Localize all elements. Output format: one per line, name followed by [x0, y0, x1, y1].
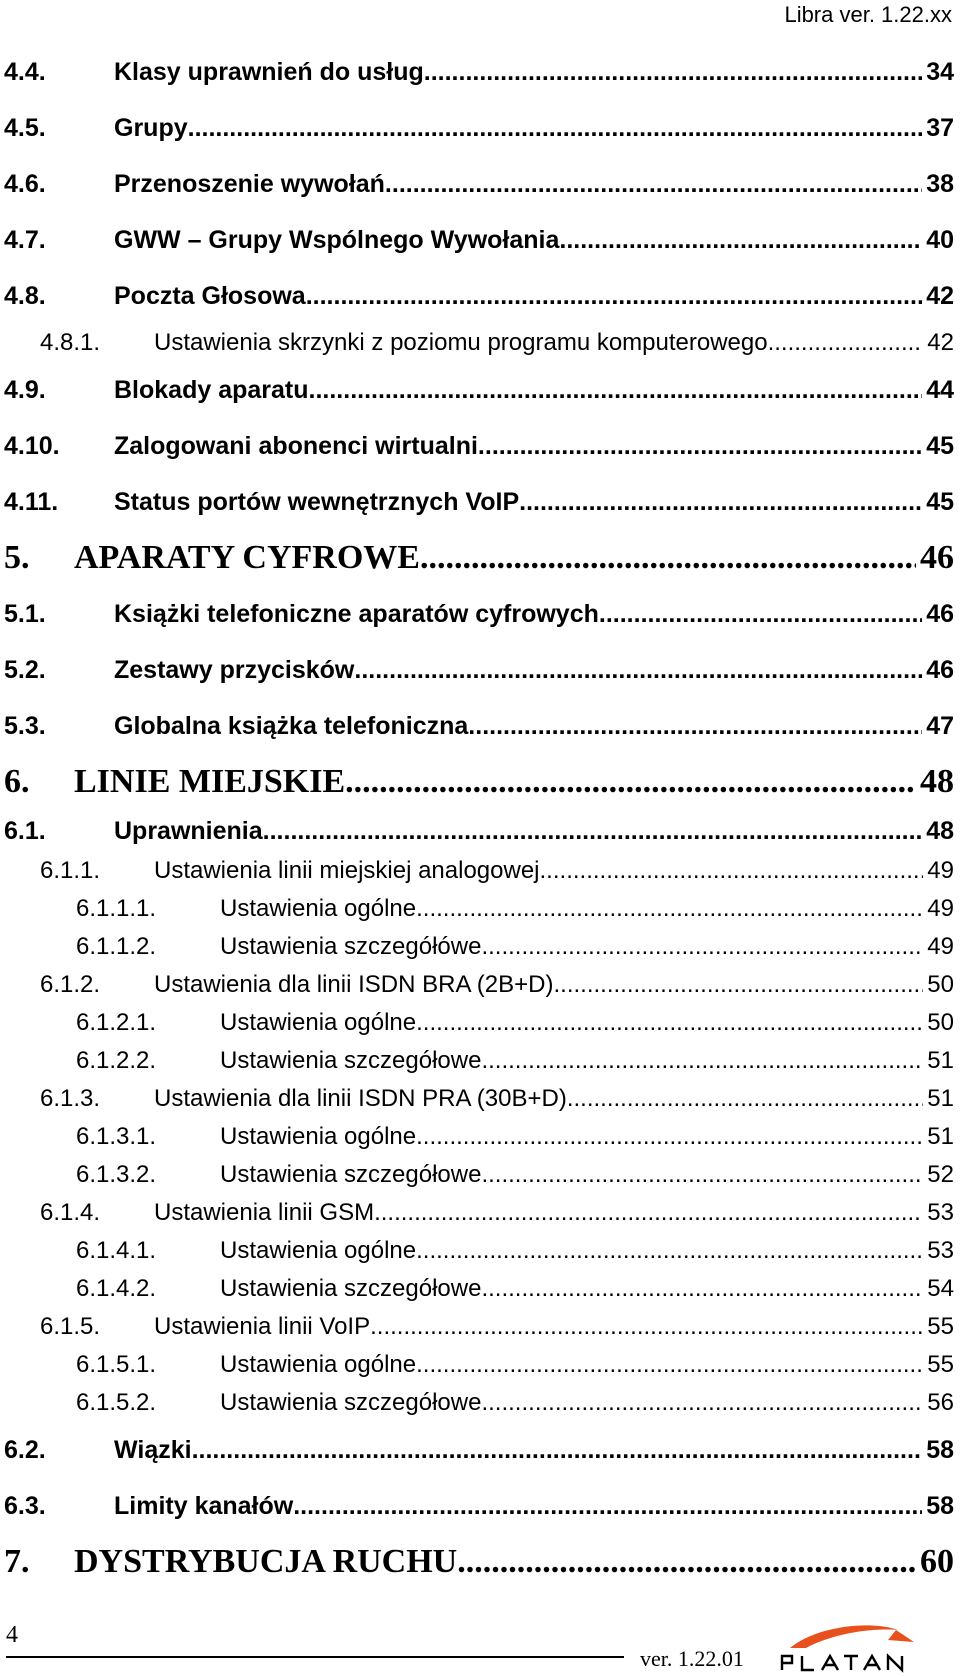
toc-entry-title: Ustawienia ogólne	[220, 1237, 417, 1264]
toc-entry-title: Uprawnienia	[114, 817, 263, 845]
toc-leader-dots	[481, 1270, 923, 1308]
toc-entry-title: Ustawienia szczegółówe	[220, 933, 482, 960]
toc-entry-title: Ustawienia linii GSM	[154, 1199, 375, 1226]
toc-entry-number: 6.1.5.2.	[76, 1389, 157, 1416]
toc-entry-page: 60	[920, 1543, 954, 1580]
toc-leader-dots	[416, 1004, 923, 1042]
toc-entry-page: 46	[926, 600, 954, 628]
toc-entry-page: 50	[927, 1009, 954, 1036]
toc-entry[interactable]	[4, 698, 954, 754]
toc-entry-page: 55	[927, 1351, 954, 1378]
toc-entry-number: 5.2.	[4, 656, 46, 684]
toc-entry-number: 6.2.	[4, 1436, 46, 1464]
header-version: Libra ver. 1.22.xx	[784, 2, 952, 27]
toc-entry-title: Limity kanałów	[114, 1492, 294, 1520]
toc-leader-dots	[424, 44, 922, 100]
toc-entry-number: 6.1.1.	[40, 857, 101, 884]
toc-entry-number: 5.	[4, 539, 30, 576]
toc-entry[interactable]	[4, 100, 954, 156]
toc-leader-dots	[768, 324, 924, 362]
toc-entry-number: 6.1.2.1.	[76, 1009, 157, 1036]
toc-entry[interactable]	[4, 1194, 954, 1232]
toc-entry[interactable]	[4, 474, 954, 530]
toc-entry-page: 38	[926, 170, 954, 198]
toc-entry[interactable]	[4, 810, 954, 852]
toc-leader-dots	[519, 474, 922, 530]
toc-leader-dots	[306, 268, 922, 324]
toc-leader-dots	[559, 212, 922, 268]
toc-entry-page: 56	[927, 1389, 954, 1416]
toc-leader-dots	[481, 928, 923, 966]
toc-leader-dots	[263, 810, 923, 852]
toc-entry-number: 7.	[4, 1543, 30, 1580]
toc-leader-dots	[457, 1534, 916, 1590]
toc-entry-number: 6.1.5.1.	[76, 1351, 157, 1378]
footer-version: ver. 1.22.01	[640, 1646, 744, 1671]
toc-entry[interactable]	[4, 1004, 954, 1042]
toc-entry-number: 6.1.4.	[40, 1199, 101, 1226]
toc-entry[interactable]	[4, 418, 954, 474]
toc-leader-dots	[468, 698, 922, 754]
toc-entry[interactable]	[4, 530, 954, 586]
table-of-contents	[4, 44, 954, 1590]
toc-entry-title: Status portów wewnętrznych VoIP	[114, 488, 520, 516]
toc-entry-number: 6.1.2.	[40, 971, 101, 998]
logo-wordmark	[782, 1656, 902, 1670]
toc-entry-title: Ustawienia ogólne	[220, 1351, 417, 1378]
toc-entry-page: 58	[926, 1492, 954, 1520]
toc-entry-title: LINIE MIEJSKIE	[74, 763, 346, 800]
toc-leader-dots	[385, 156, 922, 212]
logo-swoosh-icon	[790, 1625, 898, 1648]
toc-entry[interactable]	[4, 212, 954, 268]
toc-entry[interactable]	[4, 1118, 954, 1156]
toc-entry-title: Książki telefoniczne aparatów cyfrowych	[114, 600, 599, 628]
toc-entry-page: 52	[927, 1161, 954, 1188]
toc-entry-page: 45	[926, 488, 954, 516]
toc-entry-number: 6.1.1.2.	[76, 933, 157, 960]
toc-entry[interactable]	[4, 966, 954, 1004]
toc-entry-title: Wiązki	[114, 1436, 192, 1464]
toc-leader-dots	[420, 530, 916, 586]
toc-entry-title: Przenoszenie wywołań	[114, 170, 385, 198]
toc-leader-dots	[416, 890, 923, 928]
toc-leader-dots	[192, 1422, 923, 1478]
toc-entry-number: 6.1.3.2.	[76, 1161, 157, 1188]
toc-entry-title: Ustawienia ogólne	[220, 1123, 417, 1150]
toc-entry-title: Ustawienia linii miejskiej analogowej	[154, 857, 540, 884]
toc-entry-title: Ustawienia szczegółowe	[220, 1275, 482, 1302]
page-number: 4	[6, 1622, 18, 1648]
toc-entry-number: 4.8.	[4, 282, 46, 310]
toc-leader-dots	[293, 1478, 922, 1534]
toc-leader-dots	[540, 852, 924, 890]
toc-entry-page: 51	[927, 1123, 954, 1150]
toc-leader-dots	[188, 100, 923, 156]
toc-entry-page: 53	[927, 1199, 954, 1226]
toc-leader-dots	[481, 1156, 923, 1194]
toc-entry-page: 48	[926, 817, 954, 845]
toc-entry-number: 4.9.	[4, 376, 46, 404]
toc-entry-title: Ustawienia szczegółowe	[220, 1161, 482, 1188]
toc-entry[interactable]	[4, 1534, 954, 1590]
toc-entry-number: 6.1.2.2.	[76, 1047, 157, 1074]
toc-entry-title: Globalna książka telefoniczna	[114, 712, 469, 740]
toc-entry-title: Ustawienia dla linii ISDN BRA (2B+D)	[154, 971, 554, 998]
toc-entry-title: Ustawienia szczegółowe	[220, 1047, 482, 1074]
footer-rule	[6, 1656, 624, 1658]
toc-entry[interactable]	[4, 1478, 954, 1534]
toc-entry-title: Zestawy przycisków	[114, 656, 355, 684]
toc-entry-number: 6.1.3.1.	[76, 1123, 157, 1150]
toc-leader-dots	[567, 1080, 923, 1118]
toc-entry-page: 42	[927, 329, 954, 356]
toc-entry-number: 6.1.4.1.	[76, 1237, 157, 1264]
toc-entry-number: 4.6.	[4, 170, 46, 198]
toc-entry[interactable]	[4, 586, 954, 642]
toc-entry[interactable]	[4, 928, 954, 966]
toc-leader-dots	[599, 586, 922, 642]
toc-entry-page: 42	[926, 282, 954, 310]
toc-entry-page: 48	[920, 763, 954, 800]
toc-leader-dots	[370, 1308, 923, 1346]
toc-entry-page: 45	[926, 432, 954, 460]
toc-entry[interactable]	[4, 1270, 954, 1308]
toc-entry-number: 6.1.4.2.	[76, 1275, 157, 1302]
toc-entry-page: 51	[927, 1047, 954, 1074]
toc-entry-number: 6.1.3.	[40, 1085, 101, 1112]
toc-entry-title: Blokady aparatu	[114, 376, 309, 404]
toc-entry-title: Ustawienia szczegółowe	[220, 1389, 482, 1416]
toc-entry[interactable]	[4, 754, 954, 810]
toc-entry[interactable]	[4, 890, 954, 928]
toc-entry[interactable]	[4, 852, 954, 890]
toc-entry-title: Ustawienia skrzynki z poziomu programu komputerowego	[154, 329, 768, 356]
toc-entry-title: APARATY CYFROWE	[74, 539, 420, 576]
toc-leader-dots	[309, 362, 923, 418]
toc-leader-dots	[374, 1194, 923, 1232]
toc-entry[interactable]	[4, 1384, 954, 1422]
toc-entry-title: Ustawienia ogólne	[220, 1009, 417, 1036]
toc-entry-page: 34	[926, 58, 954, 86]
platan-logo	[776, 1618, 926, 1674]
toc-entry[interactable]	[4, 1042, 954, 1080]
toc-entry-page: 49	[927, 857, 954, 884]
toc-entry-title: Poczta Głosowa	[114, 282, 306, 310]
toc-entry-number: 6.1.5.	[40, 1313, 101, 1340]
toc-entry-number: 6.1.1.1.	[76, 895, 157, 922]
toc-entry-page: 49	[927, 933, 954, 960]
toc-entry-page: 47	[926, 712, 954, 740]
toc-entry-page: 44	[926, 376, 954, 404]
toc-entry-title: Ustawienia dla linii ISDN PRA (30B+D)	[154, 1085, 567, 1112]
toc-entry-page: 50	[927, 971, 954, 998]
toc-entry-number: 6.3.	[4, 1492, 46, 1520]
toc-entry[interactable]	[4, 44, 954, 100]
toc-entry-page: 54	[927, 1275, 954, 1302]
toc-entry-number: 6.	[4, 763, 30, 800]
toc-leader-dots	[478, 418, 922, 474]
toc-entry-number: 4.10.	[4, 432, 60, 460]
toc-entry-title: Klasy uprawnień do usług	[114, 58, 424, 86]
toc-entry-title: Ustawienia ogólne	[220, 895, 417, 922]
toc-leader-dots	[553, 966, 923, 1004]
toc-entry-number: 4.7.	[4, 226, 46, 254]
toc-entry[interactable]	[4, 1156, 954, 1194]
toc-entry[interactable]	[4, 156, 954, 212]
toc-leader-dots	[345, 754, 916, 810]
toc-entry-title: Zalogowani abonenci wirtualni	[114, 432, 478, 460]
toc-entry[interactable]	[4, 1308, 954, 1346]
toc-entry-number: 4.11.	[4, 488, 59, 516]
toc-entry[interactable]	[4, 642, 954, 698]
toc-entry-title: Ustawienia linii VoIP	[154, 1313, 371, 1340]
toc-leader-dots	[416, 1118, 923, 1156]
toc-entry[interactable]	[4, 1422, 954, 1478]
toc-leader-dots	[416, 1232, 923, 1270]
toc-entry[interactable]	[4, 1080, 954, 1118]
toc-entry-number: 4.8.1.	[40, 329, 101, 356]
toc-entry[interactable]	[4, 268, 954, 324]
toc-entry-page: 40	[926, 226, 954, 254]
toc-entry-number: 5.1.	[4, 600, 46, 628]
toc-entry-page: 51	[927, 1085, 954, 1112]
toc-entry-number: 6.1.	[4, 817, 46, 845]
toc-entry-number: 4.4.	[4, 58, 46, 86]
toc-entry-page: 58	[926, 1436, 954, 1464]
toc-entry-page: 46	[920, 539, 954, 576]
toc-entry[interactable]	[4, 1346, 954, 1384]
toc-entry[interactable]	[4, 1232, 954, 1270]
toc-entry-page: 46	[926, 656, 954, 684]
toc-entry-number: 4.5.	[4, 114, 46, 142]
toc-entry-page: 49	[927, 895, 954, 922]
toc-entry-title: Grupy	[114, 114, 188, 142]
toc-entry[interactable]	[4, 324, 954, 362]
toc-leader-dots	[416, 1346, 923, 1384]
toc-entry-page: 37	[926, 114, 954, 142]
toc-leader-dots	[481, 1042, 923, 1080]
toc-entry-title: GWW – Grupy Wspólnego Wywołania	[114, 226, 560, 254]
toc-entry-number: 5.3.	[4, 712, 46, 740]
toc-entry-page: 53	[927, 1237, 954, 1264]
toc-entry-page: 55	[927, 1313, 954, 1340]
toc-leader-dots	[481, 1384, 923, 1422]
toc-entry-title: DYSTRYBUCJA RUCHU	[74, 1543, 458, 1580]
toc-leader-dots	[354, 642, 922, 698]
toc-entry[interactable]	[4, 362, 954, 418]
